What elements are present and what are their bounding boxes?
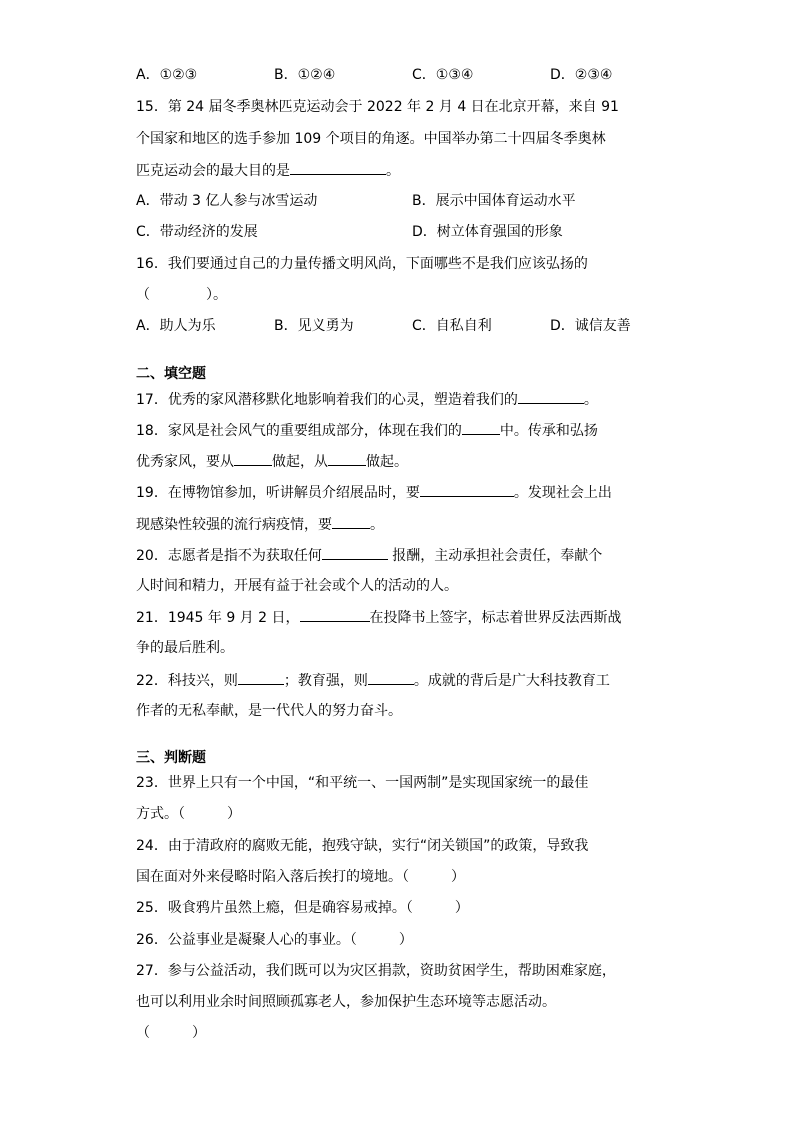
answer-blank — [290, 160, 386, 175]
q19-text-4: 。 — [370, 517, 384, 533]
q18-text-4: 做起，从 — [272, 454, 328, 470]
q15-option-d: D．树立体育强国的形象 — [412, 224, 563, 240]
answer-blank — [328, 451, 366, 466]
q14-option-d: D．②③④ — [550, 67, 613, 83]
q24-line1: 24．由于清政府的腐败无能，抱残守缺，实行“闭关锁国”的政策，导致我 — [136, 838, 589, 854]
q23-line2: 方式。（ ） — [136, 806, 241, 822]
q19-text-3: 现感染性较强的流行病疫情，要 — [136, 517, 332, 533]
answer-blank — [368, 670, 414, 685]
q26-line1: 26．公益事业是凝聚人心的事业。（ ） — [136, 932, 413, 948]
q16-option-a: A．助人为乐 — [136, 318, 216, 334]
q21-text-2: 在投降书上签字，标志着世界反法西斯战 — [369, 610, 622, 626]
q16-option-c: C．自私自利 — [412, 318, 492, 334]
answer-blank — [332, 514, 370, 529]
q18-text-1: 18．家风是社会风气的重要组成部分，体现在我们的 — [136, 423, 462, 439]
q22-text-2: ；教育强，则 — [283, 673, 368, 689]
q23-line1: 23．世界上只有一个中国，“和平统一、一国两制”是实现国家统一的最佳 — [136, 775, 589, 791]
q14-option-b: B．①②④ — [274, 67, 336, 83]
q15-line3-end: 。 — [386, 163, 400, 179]
q20-text-2: 报酬，主动承担社会责任，奉献个 — [387, 548, 603, 564]
q27-line3: （ ） — [136, 1025, 206, 1041]
q16-line1: 16．我们要通过自己的力量传播文明风尚，下面哪些不是我们应该弘扬的 — [136, 256, 588, 272]
answer-blank — [462, 420, 500, 435]
answer-blank — [420, 482, 514, 497]
q15-line3-text: 匹克运动会的最大目的是 — [136, 163, 290, 179]
answer-blank — [238, 670, 284, 685]
answer-blank — [234, 451, 272, 466]
q22-text-1: 22．科技兴，则 — [136, 673, 238, 689]
answer-blank — [518, 389, 584, 404]
q22-text-3: 。成就的背后是广大科技教育工 — [413, 673, 610, 689]
q18-line1 — [136, 420, 598, 441]
q19-text-1: 19．在博物馆参加，听讲解员介绍展品时，要 — [136, 485, 420, 501]
q22-line2: 作者的无私奉献，是一代代人的努力奋斗。 — [136, 703, 402, 719]
q19-text-2: 。发现社会上出 — [513, 485, 612, 501]
q18-text-2: 中。传承和弘扬 — [499, 423, 598, 439]
q14-option-c: C．①③④ — [412, 67, 474, 83]
q22-line1 — [136, 670, 610, 691]
q16-option-b: B．见义勇为 — [274, 318, 354, 334]
q15-line2: 个国家和地区的选手参加 109 个项目的角逐。中国举办第二十四届冬季奥林 — [136, 131, 606, 147]
q17-line1 — [136, 389, 598, 410]
q19-line2 — [136, 514, 384, 535]
q27-line2: 也可以利用业余时间照顾孤寡老人，参加保护生态环境等志愿活动。 — [136, 994, 556, 1010]
q15-option-b: B．展示中国体育运动水平 — [412, 193, 576, 209]
q16-line2: （ ）。 — [136, 287, 227, 303]
q14-option-a: A．①②③ — [136, 67, 198, 83]
answer-blank — [300, 607, 370, 622]
q18-line2 — [136, 451, 408, 472]
q19-line1 — [136, 482, 612, 503]
q18-text-5: 做起。 — [366, 454, 408, 470]
q17-end: 。 — [583, 392, 598, 408]
q27-line1: 27．参与公益活动，我们既可以为灾区捐款，资助贫困学生，帮助困难家庭， — [136, 963, 616, 979]
q20-line2: 人时间和精力，开展有益于社会或个人的活动的人。 — [136, 578, 458, 594]
q20-text-1: 20．志愿者是指不为获取任何 — [136, 548, 322, 564]
q17-text: 17．优秀的家风潜移默化地影响着我们的心灵，塑造着我们的 — [136, 392, 518, 408]
q24-line2: 国在面对外来侵略时陷入落后挨打的境地。（ ） — [136, 869, 465, 885]
q15-option-a: A．带动 3 亿人参与冰雪运动 — [136, 193, 318, 209]
q15-line1: 15．第 24 届冬季奥林匹克运动会于 2022 年 2 月 4 日在北京开幕，来自 91 — [136, 99, 619, 115]
section-true-false-title: 三、判断题 — [136, 750, 206, 766]
q18-text-3: 优秀家风，要从 — [136, 454, 234, 470]
q15-line3 — [136, 160, 400, 181]
answer-blank — [322, 545, 388, 560]
q20-line1 — [136, 545, 602, 566]
q21-line1 — [136, 607, 622, 628]
q15-option-c: C．带动经济的发展 — [136, 224, 258, 240]
q16-option-d: D．诚信友善 — [550, 318, 631, 334]
q25-line1: 25．吸食鸦片虽然上瘾，但是确容易戒掉。（ ） — [136, 900, 469, 916]
q21-text-1: 21．1945 年 9 月 2 日， — [136, 610, 300, 626]
section-fill-in-title: 二、填空题 — [136, 366, 206, 382]
q21-line2: 争的最后胜利。 — [136, 640, 234, 656]
